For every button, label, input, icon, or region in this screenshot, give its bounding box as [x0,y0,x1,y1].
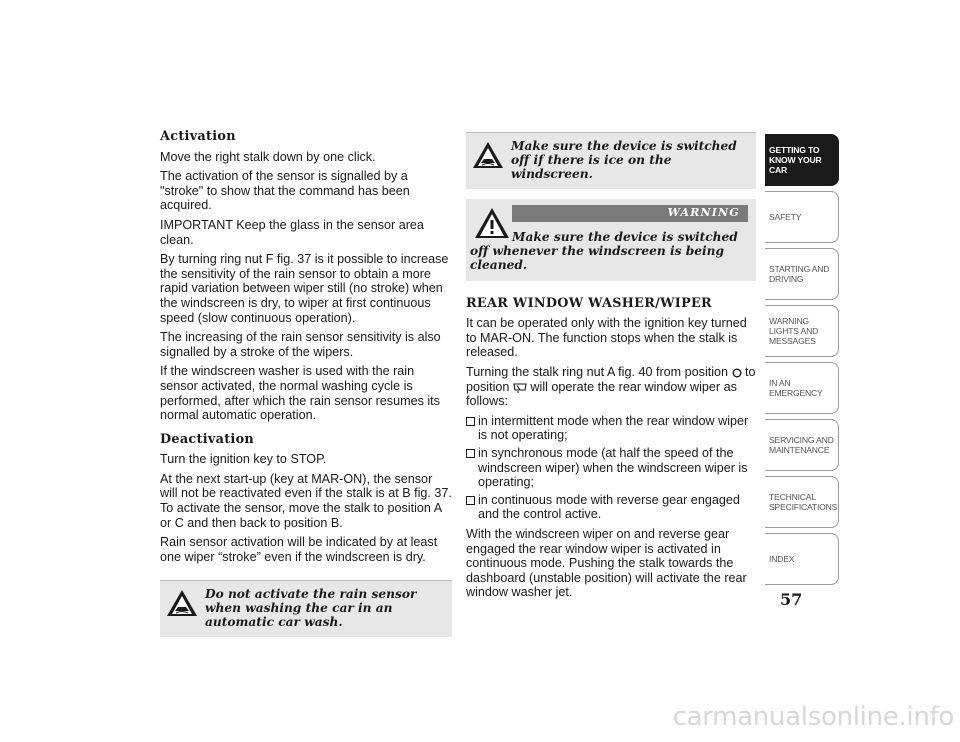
paragraph-part: to position [466,364,756,394]
left-column [160,130,452,637]
mode-list [466,414,756,522]
paragraph-part: will operate the rear window wiper as follows: [466,379,737,409]
paragraph: With the windscreen wiper on and reverse gear engaged the rear window wiper is activated in continuous mode. Pushing the stalk towards the dashboard (unstable position) will activate the rear window washer jet. [466,526,747,600]
paragraph: It can be operated only with the ignition key turned to MAR-ON. The function stops when the stalk is released. [466,316,747,360]
tab-starting-driving[interactable]: STARTING AND DRIVING [765,248,839,300]
paragraph: If the windscreen washer is used with the rain sensor activated, the normal washing cycle is performed, after which the rain sensor resumes its normal automatic operation. [160,364,440,423]
warning-label: WARNING [512,205,748,222]
paragraph: By turning ring nut F fig. 37 is it possible to increase the sensitivity of the rain sensor to obtain a more rapid variation between wiper still (no stroke) when the windscreen is dry, to wiper at first continuous speed (slow continuous operation). [160,252,449,325]
watermark: carmanualsonline.info [672,702,954,732]
paragraph [466,365,756,409]
tab-warning-lights[interactable]: WARNING LIGHTS AND MESSAGES [765,305,839,357]
paragraph: IMPORTANT Keep the glass in the sensor area clean. [160,217,424,247]
page-number: 57 [780,590,803,609]
rear-washer-heading: REAR WINDOW WASHER/WIPER [466,295,712,311]
tab-getting-to-know[interactable]: GETTING TO KNOW YOUR CAR [765,134,839,186]
exclamation-triangle-icon [474,207,510,239]
paragraph: Move the right stalk down by one click. [160,149,376,164]
right-column [466,132,756,605]
car-hazard-triangle-icon [166,589,198,617]
car-hazard-triangle-icon [472,141,504,169]
caution-text: Make sure the device is switched off if there is ice on the windscreen. [511,139,737,181]
tab-emergency[interactable]: IN AN EMERGENCY [765,362,839,414]
chapter-tabs [765,134,841,586]
caution-text: Do not activate the rain sensor when washing the car in an automatic car wash. [205,587,417,630]
deactivation-heading: Deactivation [160,431,255,447]
rear-wiper-icon [513,382,527,393]
paragraph: The increasing of the rain sensor sensitivity is also signalled by a stroke of the wipers. [160,330,441,359]
tab-index[interactable]: INDEX [765,533,839,585]
paragraph-part: Turning the stalk ring nut A fig. 40 from position [466,364,729,379]
tab-safety[interactable]: SAFETY [765,191,839,243]
tab-technical[interactable]: TECHNICAL SPECIFICATIONS [765,476,839,528]
activation-heading: Activation [160,129,236,144]
warning-text: Make sure the device is switched off whenever the windscreen is being cleaned. [470,229,738,272]
tab-servicing[interactable]: SERVICING AND MAINTENANCE [765,419,839,471]
circle-off-icon [732,368,742,378]
paragraph: At the next start-up (key at MAR-ON), the sensor will not be reactivated even if the stalk is at B fig. 37. To activate the sensor, move the stalk to position A or C and then back to position B. [160,471,452,530]
list-item: in synchronous mode (at half the speed of the windscreen wiper) when the windscreen wiper is operating; [466,446,756,490]
paragraph: Rain sensor activation will be indicated by at least one wiper “stroke” even if the windscreen is dry. [160,535,438,564]
paragraph: The activation of the sensor is signalled by a "stroke" to show that the command has been acquired. [160,169,410,213]
warning-box [466,199,756,281]
list-item: in continuous mode with reverse gear engaged and the control active. [466,493,756,522]
caution-box [466,132,756,189]
paragraph: Turn the ignition key to STOP. [160,452,327,467]
caution-box [160,580,452,637]
list-item: in intermittent mode when the rear window wiper is not operating; [466,414,756,443]
